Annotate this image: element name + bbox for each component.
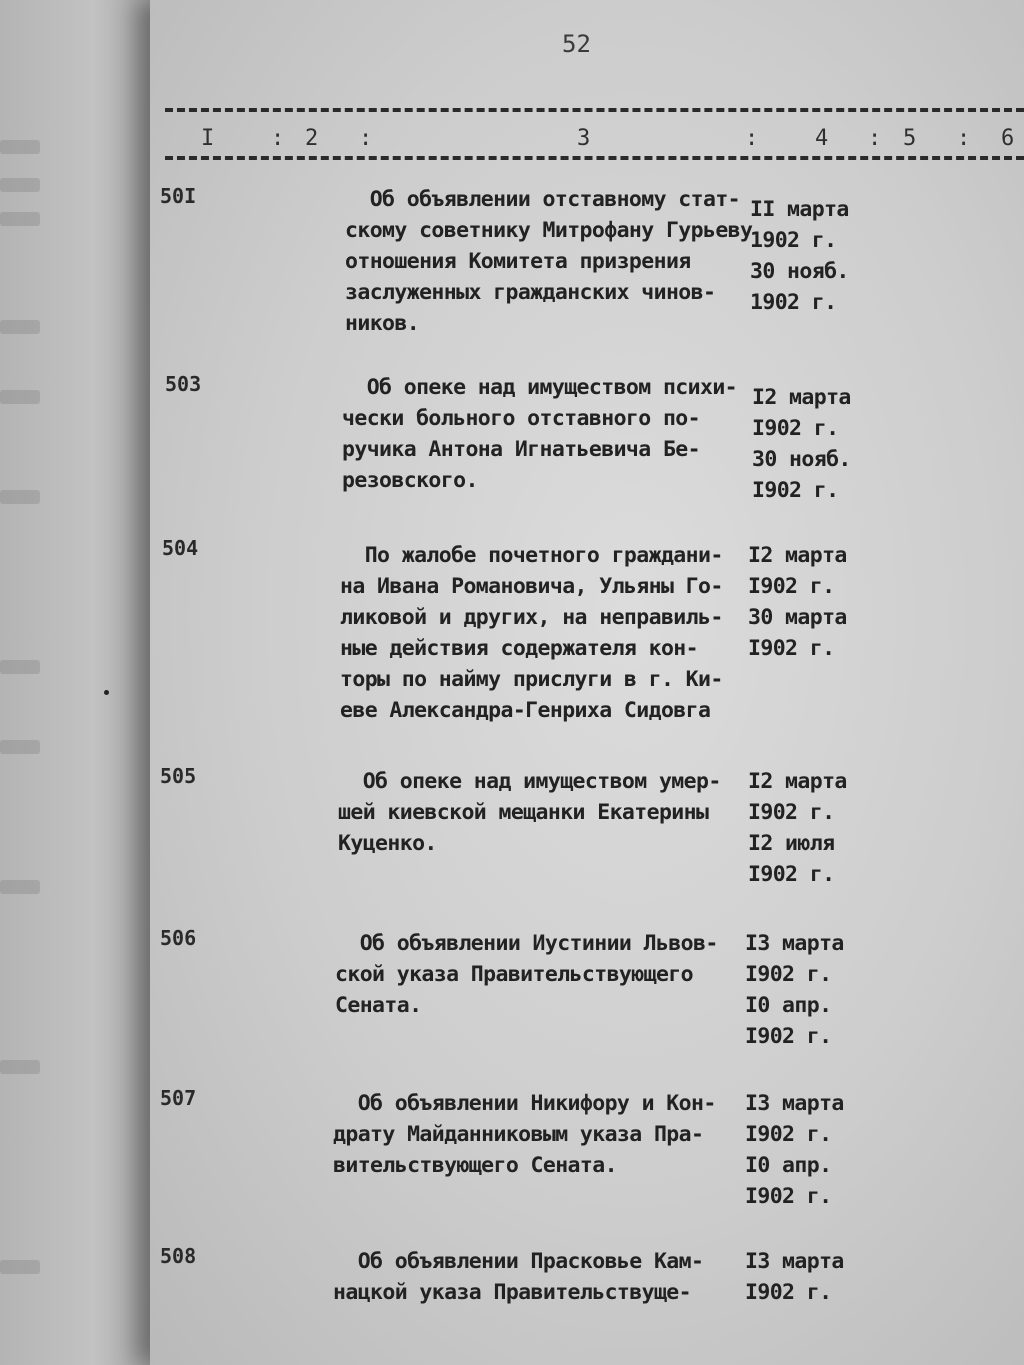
record-number: 503 [165, 372, 202, 396]
facing-page-text-fragment [0, 178, 40, 192]
facing-page-text-fragment [0, 740, 40, 754]
facing-page-text-fragment [0, 140, 40, 154]
record-number: 506 [160, 926, 197, 950]
header-col-2: 2 [305, 126, 319, 151]
record-number: 505 [160, 764, 197, 788]
record-dates: I3 марта I902 г. I0 апр. I902 г. [745, 1091, 844, 1209]
facing-page-text-fragment [0, 320, 40, 334]
facing-page-text-fragment [0, 660, 40, 674]
record-number: 50I [160, 184, 197, 208]
record-description: Об опеке над имуществом умер- шей киевской мещанки Екатерины Куценко. [338, 769, 721, 856]
header-col-6: 6 [1001, 126, 1015, 151]
record-description: Об объявлении отставному стат- скому советнику Митрофану Гурьеву отношения Комитета призрения заслуженных гражданских чинов- ников. [345, 187, 753, 336]
header-col-3: 3 [577, 126, 591, 151]
record-number: 504 [162, 536, 199, 560]
record-number: 507 [160, 1086, 197, 1110]
facing-page-text-fragment [0, 390, 40, 404]
header-separator: : [745, 126, 759, 151]
record-dates: I2 марта I902 г. 30 нояб. I902 г. [752, 385, 851, 503]
ink-speck [104, 690, 109, 695]
record-description: Об объявлении Прасковье Кам- нацкой указа Правительствуще- [333, 1249, 704, 1305]
record-description: Об опеке над имуществом психи- чески больного отставного по- ручика Антона Игнатьевича Бе- резовского. [342, 375, 738, 493]
record-dates: I3 марта I902 г. I0 апр. I902 г. [745, 931, 844, 1049]
header-col-1: I [201, 126, 215, 151]
header-separator: : [359, 126, 373, 151]
record-description: Об объявлении Никифору и Кон- драту Майданниковым указа Пра- вительствующего Сената. [333, 1091, 716, 1178]
table-header [165, 126, 1024, 160]
record-description: По жалобе почетного граждани- на Ивана Романовича, Ульяны Го- ликовой и других, на неправиль- ные действия содержателя кон- торы по найму прислуги в г. Ки- еве Александра-Генриха Сидовга [340, 543, 723, 723]
facing-page-edge [0, 0, 170, 1365]
header-separator: : [868, 126, 882, 151]
page-number: 52 [562, 30, 591, 58]
header-top-rule [165, 108, 1024, 112]
facing-page-text-fragment [0, 212, 40, 226]
header-col-4: 4 [815, 126, 829, 151]
header-separator: : [957, 126, 971, 151]
facing-page-text-fragment [0, 1260, 40, 1274]
record-dates: I3 марта I902 г. [745, 1249, 844, 1305]
facing-page-text-fragment [0, 490, 40, 504]
facing-page-text-fragment [0, 1060, 40, 1074]
record-dates: I2 марта I902 г. I2 июля I902 г. [748, 769, 847, 887]
record-dates: I2 марта I902 г. 30 марта I902 г. [748, 543, 847, 661]
record-dates: II марта 1902 г. 30 нояб. 1902 г. [750, 197, 849, 315]
record-number: 508 [160, 1244, 197, 1268]
record-description: Об объявлении Иустинии Львов- ской указа Правительствующего Сената. [335, 931, 718, 1018]
header-separator: : [271, 126, 285, 151]
facing-page-text-fragment [0, 880, 40, 894]
header-col-5: 5 [903, 126, 917, 151]
header-bottom-rule [165, 156, 1024, 160]
